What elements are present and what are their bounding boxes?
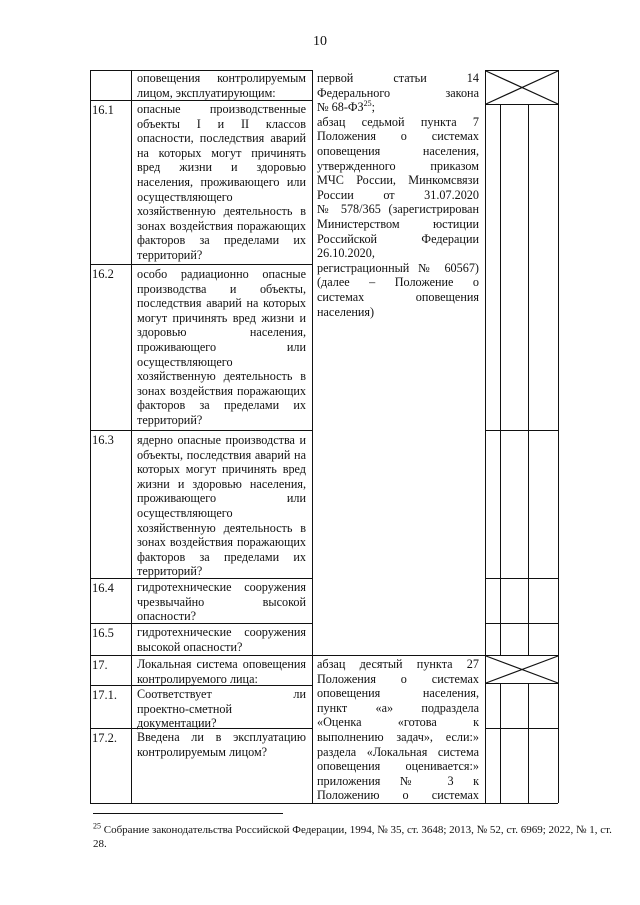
requirement-cell: Соответствует ли проектно-сметной документации? bbox=[137, 687, 306, 731]
requirement-cell: Локальная система оповещения контролируемого лица: bbox=[137, 657, 306, 686]
footnote: $^{25}$ Собрание законодательства Российской Федерации, 1994, № 35, ст. 3648; 2013, № 52, ст. 6969; 2022, № 1, ст. 28. bbox=[93, 821, 612, 850]
requirement-cell: оповещения контролируемым лицом, эксплуатирующим: bbox=[137, 71, 306, 100]
row-number: 17.1. bbox=[92, 688, 117, 702]
row-number: 16.2 bbox=[92, 267, 114, 281]
requirement-cell: особо радиационно опасные производства и объекты, последствия аварий на которых могут причинять вред жизни и здоровью населения, проживающего или осуществляющего хозяйственную деятельность в зонах воздействия поражающих факторов за пределами их территорий? bbox=[137, 267, 306, 427]
requirement-cell: Введена ли в эксплуатацию контролируемым лицом? bbox=[137, 730, 306, 759]
row-number: 16.3 bbox=[92, 433, 114, 447]
crossed-cell-row17 bbox=[485, 655, 559, 684]
legal-reference: абзац десятый пункта 27 Положения о системах оповещения населения, пункт «а» подраздела «Оценка «готова к выполнению задач», если:» раздела «Локальная система оповещения оценивается:» приложения № 3 к Положению о системах bbox=[317, 657, 479, 803]
row-number: 16.1 bbox=[92, 103, 114, 117]
requirement-cell: ядерно опасные производства и объекты, последствия аварий на которых могут причинять вред жизни и здоровью населения, проживающего или осуществляющего хозяйственную деятельность в зонах воздействия поражающих факторов за пределами их территорий? bbox=[137, 433, 306, 579]
legal-reference: первой статьи 14 Федерального закона № 68-ФЗ$^{25}$; абзац седьмой пункта 7 Положения о системах оповещения населения, утвержденного приказом МЧС России, Минкомсвязи России от 31.07.2020 № 578/365 (зарегистрирован Министерством юстиции Российской Федерации 26.10.2020, регистрационный № 60567) (далее – Положение о системах оповещения населения) bbox=[317, 71, 479, 319]
row-number: 16.5 bbox=[92, 626, 114, 640]
requirement-cell: гидротехнические сооружения высокой опасности? bbox=[137, 625, 306, 654]
crossed-cell-top bbox=[485, 70, 559, 105]
row-number: 17. bbox=[92, 658, 108, 672]
page-number: 10 bbox=[313, 34, 327, 49]
row-number: 16.4 bbox=[92, 581, 114, 595]
footnote-divider bbox=[93, 813, 283, 814]
requirement-cell: опасные производственные объекты I и II классов опасности, последствия аварий на которых могут причинять вред жизни и здоровью населения, проживающего или осуществляющего хозяйственную деятельность в зонах воздействия поражающих факторов за пределами их территорий? bbox=[137, 102, 306, 262]
requirement-cell: гидротехнические сооружения чрезвычайно высокой опасности? bbox=[137, 580, 306, 624]
row-number: 17.2. bbox=[92, 731, 117, 745]
